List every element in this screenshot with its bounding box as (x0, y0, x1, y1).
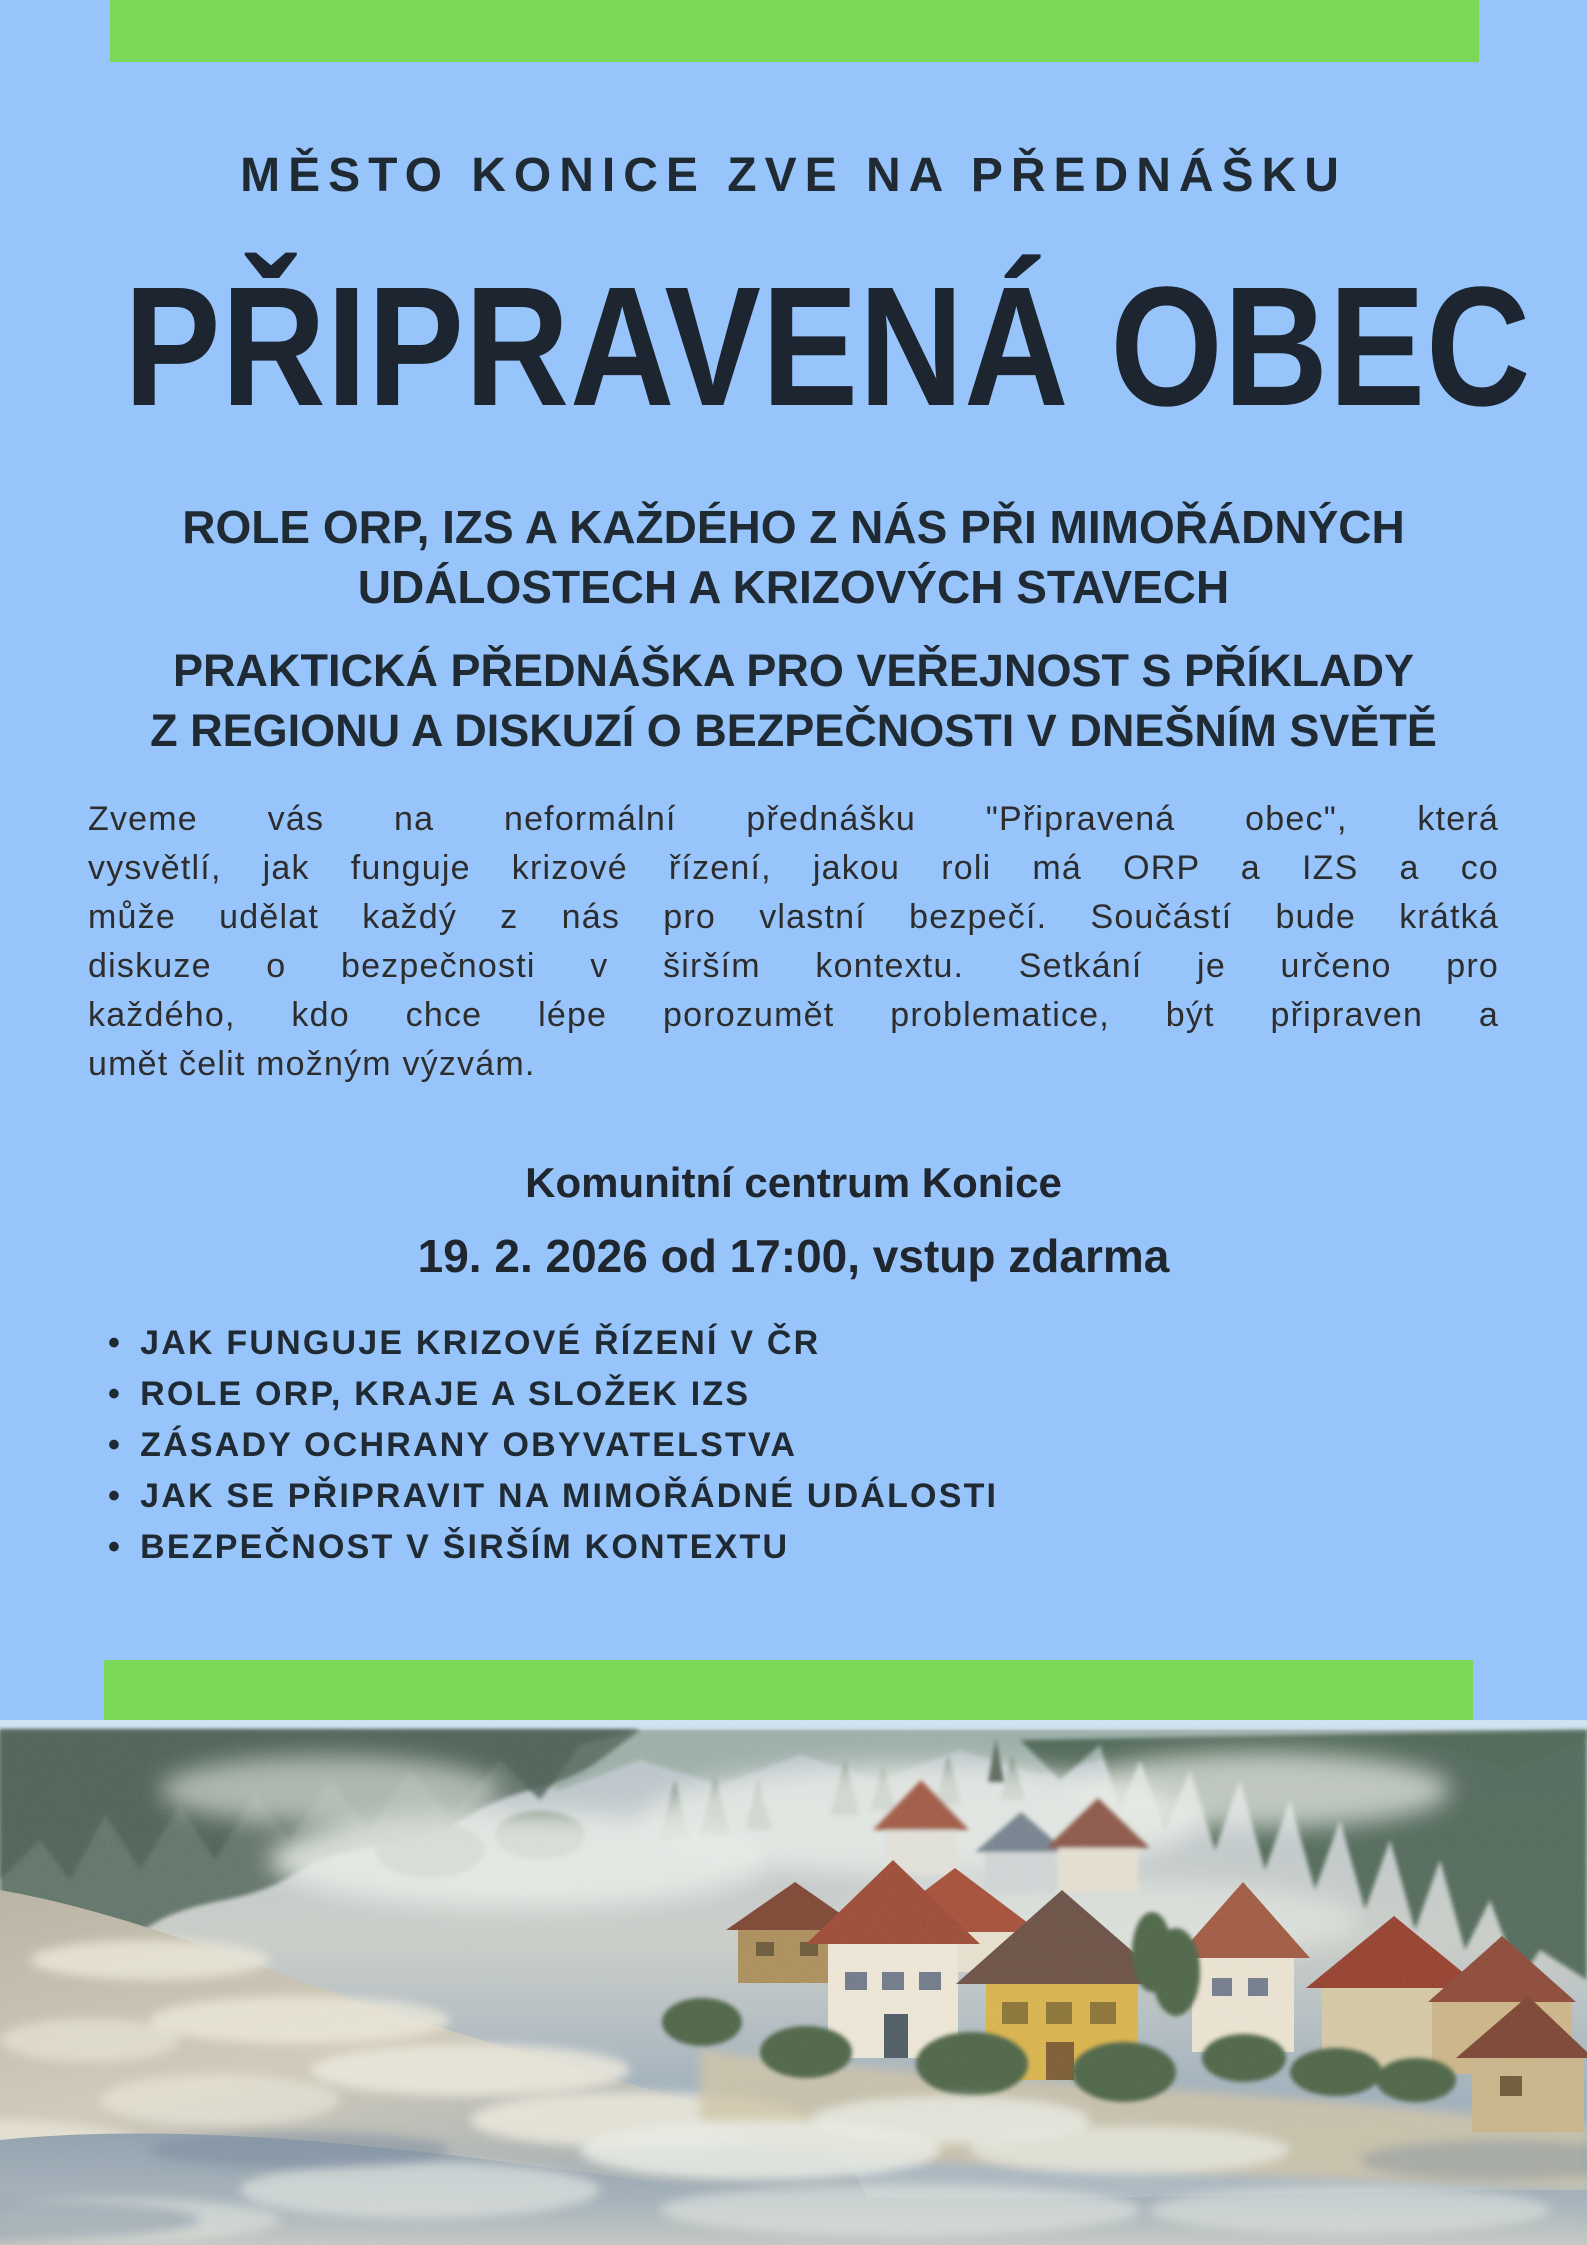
subtitle-block (0, 497, 1587, 617)
bullet-item (108, 1420, 1507, 1471)
bullet-text: ZÁSADY OCHRANY OBYVATELSTVA (140, 1426, 798, 1464)
subheading-line-1: PRAKTICKÁ PŘEDNÁŠKA PRO VEŘEJNOST S PŘÍKLADY (173, 645, 1414, 696)
paragraph-line: umět čelit možným výzvám. (88, 1045, 536, 1083)
subheading-block (0, 641, 1587, 761)
paragraph-line: diskuze o bezpečnosti v širším kontextu. Setkání je určeno pro (88, 947, 1499, 985)
venue-line: Komunitní centrum Konice (525, 1159, 1062, 1206)
subheading-line-2: Z REGIONU A DISKUZÍ O BEZPEČNOSTI V DNEŠNÍM SVĚTĚ (150, 705, 1437, 756)
bullet-item (108, 1471, 1507, 1522)
bottom-accent-bar (104, 1660, 1473, 1720)
bullet-text: JAK FUNGUJE KRIZOVÉ ŘÍZENÍ V ČR (140, 1324, 821, 1362)
village-flood-painting-svg (0, 1720, 1587, 2245)
paragraph-line: každého, kdo chce lépe porozumět problematice, být připraven a (88, 996, 1499, 1034)
bullet-dot-icon: • (108, 1375, 123, 1413)
poster-title (0, 252, 1587, 442)
bullet-text: BEZPEČNOST V ŠIRŠÍM KONTEXTU (140, 1528, 790, 1566)
bullet-dot-icon: • (108, 1324, 123, 1362)
bullet-item (108, 1318, 1507, 1369)
paragraph-line: může udělat každý z nás pro vlastní bezpečí. Součástí bude krátká (88, 898, 1499, 936)
village-flood-illustration (0, 1720, 1587, 2245)
paragraph-line: Zveme vás na neformální přednášku "Připravená obec", která (88, 800, 1499, 838)
intro-paragraph (88, 795, 1499, 1089)
subtitle-line-1: ROLE ORP, IZS A KAŽDÉHO Z NÁS PŘI MIMOŘÁDNÝCH (182, 501, 1405, 553)
paragraph-line: vysvětlí, jak funguje krizové řízení, jakou roli má ORP a IZS a co (88, 849, 1499, 887)
top-accent-bar (110, 0, 1479, 62)
bullet-text: ROLE ORP, KRAJE A SLOŽEK IZS (140, 1375, 751, 1413)
bullet-dot-icon: • (108, 1426, 123, 1464)
poster-title-text: PŘIPRAVENÁ OBEC (124, 252, 1532, 442)
invite-heading: MĚSTO KONICE ZVE NA PŘEDNÁŠKU (240, 149, 1347, 202)
datetime-line: 19. 2. 2026 od 17:00, vstup zdarma (417, 1230, 1170, 1282)
subtitle-line-2: UDÁLOSTECH A KRIZOVÝCH STAVECH (357, 561, 1230, 613)
bullet-item (108, 1369, 1507, 1420)
bullet-dot-icon: • (108, 1477, 123, 1515)
topics-bullet-list (108, 1318, 1507, 1573)
bullet-text: JAK SE PŘIPRAVIT NA MIMOŘÁDNÉ UDÁLOSTI (140, 1477, 999, 1515)
bullet-dot-icon: • (108, 1528, 123, 1566)
bullet-item (108, 1522, 1507, 1573)
